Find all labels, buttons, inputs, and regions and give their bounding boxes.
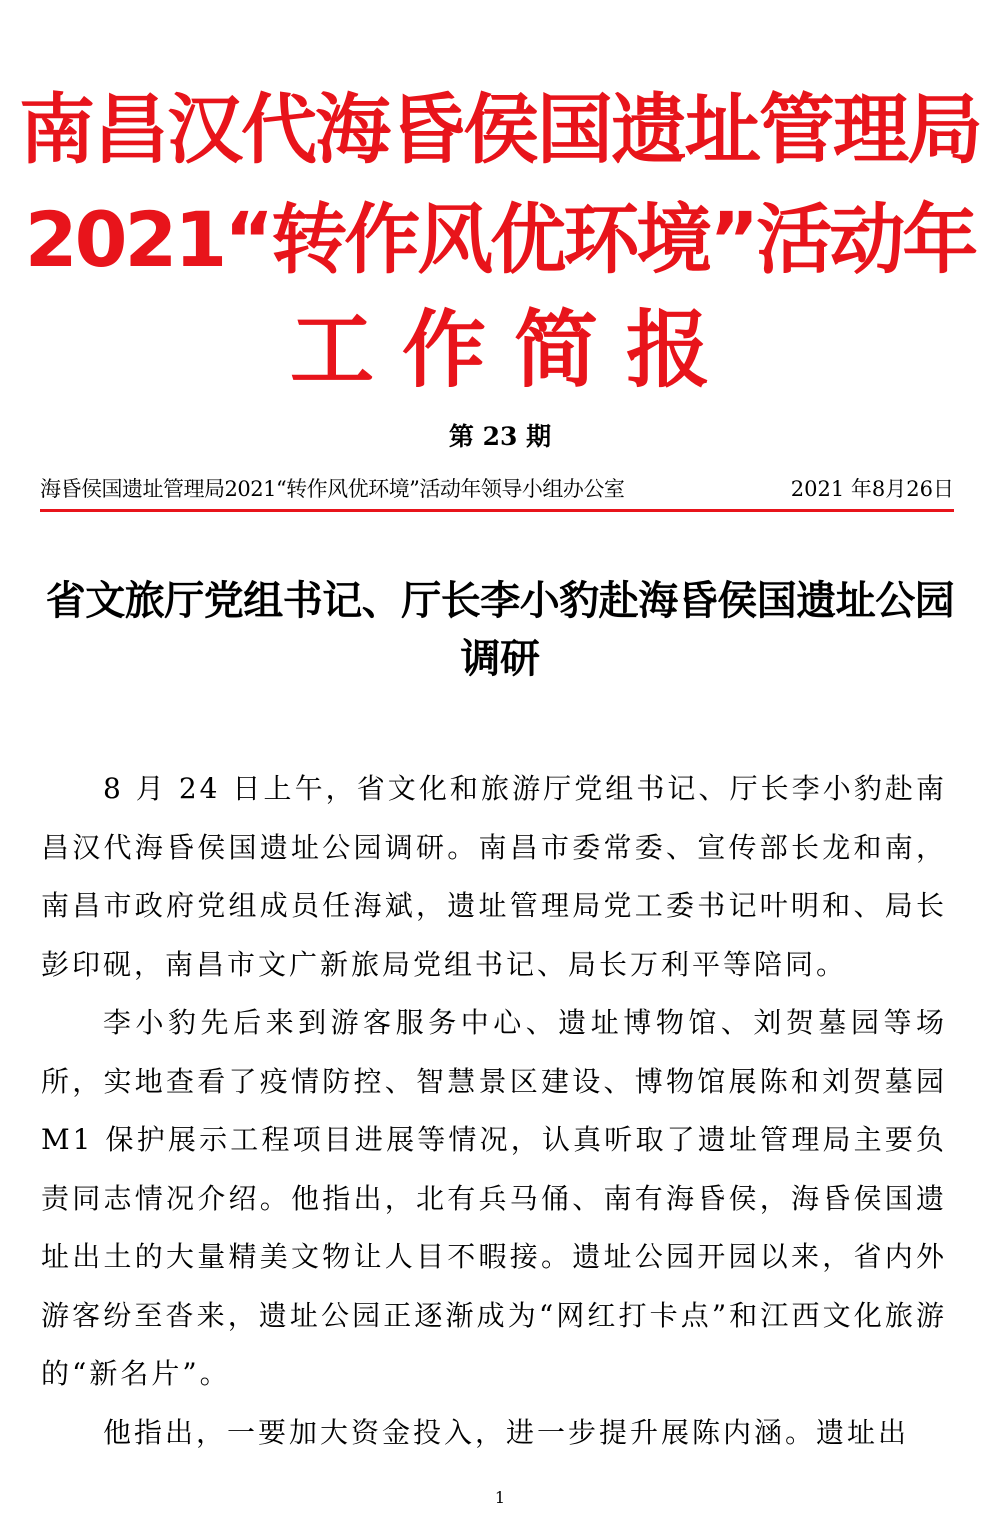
masthead-line-2: 2021“转作风优环境”活动年 [24, 195, 976, 284]
article-body [41, 760, 947, 1462]
masthead-line-3: 工作简报 [289, 301, 738, 399]
issue-date: 2021 年8月26日 [790, 477, 954, 501]
issuer-organization: 海昏侯国遗址管理局2021“转作风优环境”活动年领导小组办公室 [40, 477, 625, 501]
issue-number: 第 23 期 [448, 422, 552, 451]
article-title: 省文旅厅党组书记、厅长李小豹赴海昏侯国遗址公园调研 [45, 578, 955, 682]
article-paragraph: 李小豹先后来到游客服务中心、遗址博物馆、刘贺墓园等场所，实地查看了疫情防控、智慧景区建设、博物馆展陈和刘贺墓园 M1 保护展示工程项目进展等情况，认真听取了遗址管理局主要负责同志情况介绍。他指出，北有兵马俑、南有海昏侯，海昏侯国遗址出土的大量精美文物让人目不暇接。遗址公园开园以来，省内外游客纷至沓来，遗址公园正逐渐成为“网红打卡点”和江西文化旅游的“新名片”。 [41, 1006, 947, 1390]
red-divider-rule [40, 509, 954, 512]
masthead-line-1: 南昌汉代海昏侯国遗址管理局 [19, 85, 981, 174]
article-paragraph: 他指出，一要加大资金投入，进一步提升展陈内涵。遗址出 [103, 1415, 910, 1449]
page-number: 1 [494, 1488, 506, 1507]
article-paragraph: 8 月 24 日上午，省文化和旅游厅党组书记、厅长李小豹赴南昌汉代海昏侯国遗址公园调研。南昌市委常委、宣传部长龙和南，南昌市政府党组成员任海斌，遗址管理局党工委书记叶明和、局长彭印砚，南昌市文广新旅局党组书记、局长万利平等陪同。 [41, 772, 947, 981]
